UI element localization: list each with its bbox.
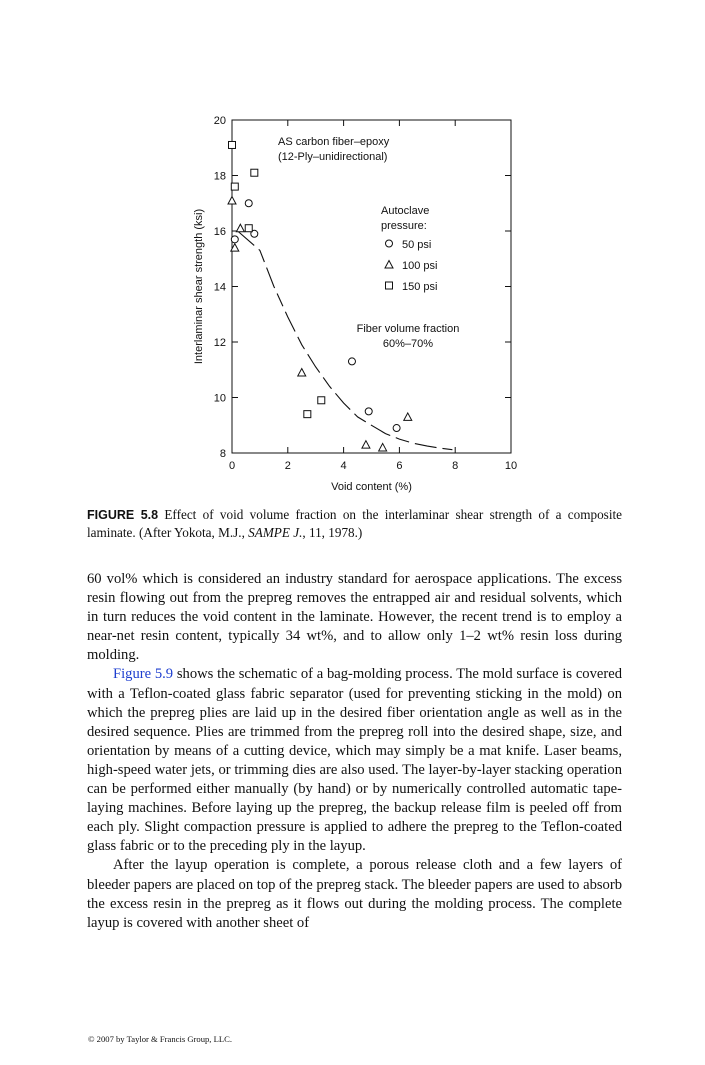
body-text xyxy=(87,570,622,933)
void-content-chart xyxy=(0,0,705,500)
legend-marker-square xyxy=(386,282,393,289)
y-tick-label: 10 xyxy=(213,392,226,405)
caption-text: Effect of void volume fraction on the interlaminar shear strength of a composite laminate. (After Yokota, M.J., xyxy=(87,507,622,540)
data-point-square xyxy=(245,225,252,232)
legend-label: 100 psi xyxy=(402,260,438,272)
y-tick-label: 20 xyxy=(213,115,226,127)
legend-marker-circle xyxy=(386,240,393,247)
figure-5-8 xyxy=(0,0,705,500)
data-point-square xyxy=(318,397,325,404)
y-tick-label: 18 xyxy=(213,170,226,183)
data-point-triangle xyxy=(298,369,306,377)
legend-label: 50 psi xyxy=(402,239,432,251)
paragraph-1: 60 vol% which is considered an industry standard for aerospace applications. The excess resin flowing out from the prepreg removes the entrapped air and residual solvents, which in turn reduces the void content in the laminate. However, the recent trend is to employ a near-net resin content, typically 34 wt%, and to allow only 1–2 wt% resin loss during molding. xyxy=(87,571,622,664)
x-tick-label: 0 xyxy=(228,460,236,472)
copyright-footer: © 2007 by Taylor & Francis Group, LLC. xyxy=(88,1034,232,1044)
x-tick-label: 8 xyxy=(452,460,459,472)
data-point-circle xyxy=(245,200,252,207)
figure-5-9-link[interactable]: Figure 5.9 xyxy=(113,666,174,683)
data-point-square xyxy=(229,141,236,148)
material-label-1: AS carbon fiber–epoxy xyxy=(278,136,390,148)
data-point-square xyxy=(304,411,311,418)
caption-journal: SAMPE J. xyxy=(248,525,303,540)
y-tick-label: 8 xyxy=(219,448,226,460)
data-point-triangle xyxy=(228,196,236,204)
data-point-circle xyxy=(231,236,238,243)
data-point-circle xyxy=(365,408,372,415)
data-point-triangle xyxy=(379,443,387,451)
data-point-square xyxy=(251,169,258,176)
y-tick-label: 12 xyxy=(213,337,226,349)
legend-label: 150 psi xyxy=(402,281,438,293)
paragraph-2-text: shows the schematic of a bag-molding process. The mold surface is covered with a Teflon-coated glass fabric separator (used for preventing sticking in the mold) on which the prepreg plies are laid up in the desired fiber orientation angle as well as in the desired sequence. Plies are trimmed from the prepreg roll into the desired shape, size, and orientation by means of a cutting device, which may simply be a mat knife. Laser beams, high-speed water jets, or trimming dies are also used. The layer-by-layer stacking operation can be performed either manually (by hand) or by numerically controlled automatic tape-laying machines. Before laying up the prepreg, the backup release film is peeled off from each ply. Slight compaction pressure is applied to adhere the prepreg to the Teflon-coated glass fabric or to the preceding ply in the layup. xyxy=(87,666,622,855)
data-point-triangle xyxy=(362,441,370,449)
paragraph-3: After the layup operation is complete, a porous release cloth and a few layers of bleeder papers are placed on top of the prepreg stack. The bleeder papers are used to absorb the excess resin in the prepreg as it flows out during the molding process. The complete layup is covered with another sheet of xyxy=(87,857,623,931)
y-tick-label: 14 xyxy=(213,281,226,294)
y-tick-label: 16 xyxy=(213,226,226,238)
paragraph-2 xyxy=(87,665,622,856)
x-tick-label: 10 xyxy=(504,460,518,472)
legend-marker-triangle xyxy=(385,261,393,269)
caption-label: FIGURE 5.8 xyxy=(87,508,159,522)
data-point-square xyxy=(231,183,238,190)
x-tick-label: 4 xyxy=(340,460,347,472)
data-point-circle xyxy=(393,425,400,432)
data-point-circle xyxy=(348,358,355,365)
fiber-fraction-label-1: Fiber volume fraction xyxy=(356,323,460,335)
material-label-2: (12-Ply–unidirectional) xyxy=(278,151,388,163)
data-point-triangle xyxy=(236,224,244,232)
legend-title-2: pressure: xyxy=(381,220,427,232)
y-axis-label: Interlaminar shear strength (ksi) xyxy=(193,208,205,365)
x-tick-label: 6 xyxy=(396,460,403,472)
x-axis-label: Void content (%) xyxy=(331,481,412,493)
legend-title-1: Autoclave xyxy=(381,205,430,217)
data-point-triangle xyxy=(404,413,412,421)
figure-caption xyxy=(87,506,622,542)
fiber-fraction-label-2: 60%–70% xyxy=(382,338,434,350)
caption-end: , 11, 1978.) xyxy=(302,525,363,540)
x-tick-label: 2 xyxy=(284,460,291,472)
